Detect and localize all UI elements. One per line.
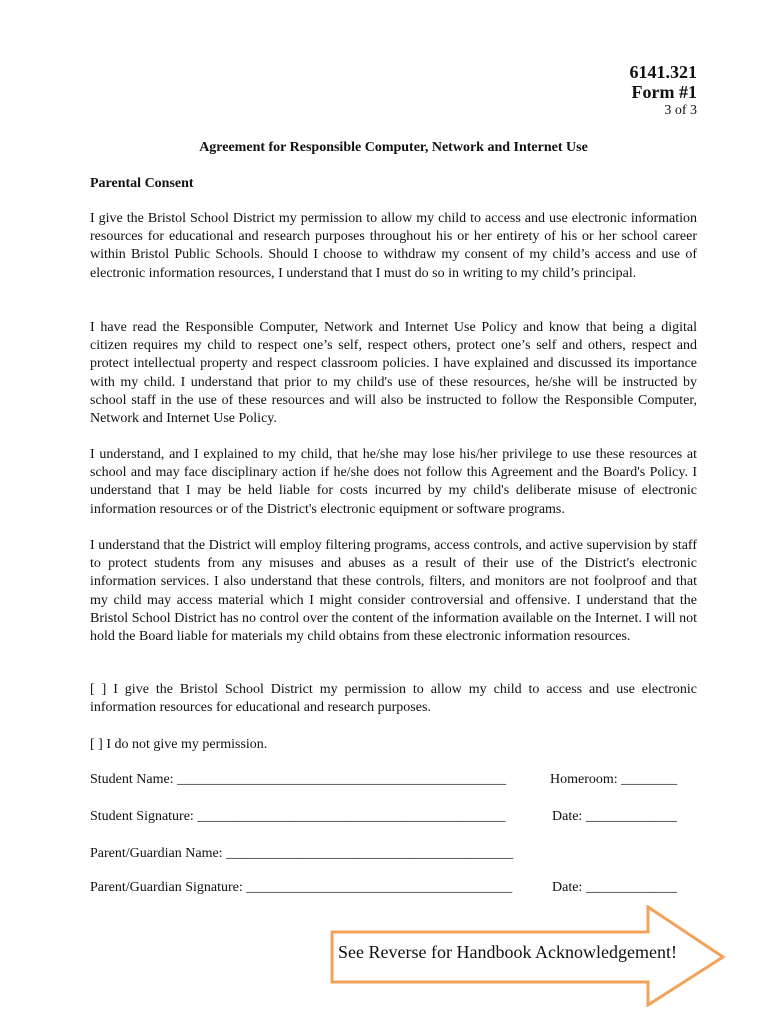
page-number: 3 of 3 xyxy=(664,103,697,118)
guardian-name-field[interactable]: Parent/Guardian Name: _________________________________________ xyxy=(90,846,514,861)
policy-code: 6141.321 xyxy=(629,62,697,82)
policy-paragraph: I have read the Responsible Computer, Network and Internet Use Policy and know that being a digital citizen requires my child to respect one’s self, respect others, protect one’s self and others, respect and protect intellectual property and respect classroom policies. I have explained and discussed its importance with my child. I understand that prior to my child's use of these resources, he/she will be instructed by school staff in the use of these resources and will also be instructed to follow the Responsible Computer, Network and Internet Use Policy. xyxy=(90,320,697,427)
liability-paragraph: I understand, and I explained to my child, that he/she may lose his/her privilege to use these resources at school and may face disciplinary action if he/she does not follow this Agreement and the Board's Policy. I understand that I may be held liable for costs incurred by my child's deliberate misuse of electronic information resources or of the District's electronic equipment or software programs. xyxy=(90,447,697,517)
guardian-signature-field[interactable]: Parent/Guardian Signature: ______________________________________ xyxy=(90,880,513,895)
callout-text: See Reverse for Handbook Acknowledgement! xyxy=(338,942,677,962)
permission-choice-give[interactable]: [ ] I give the Bristol School District my permission to allow my child to access and use electronic information resources for educational and research purposes. xyxy=(90,682,697,716)
student-date-field[interactable]: Date: _____________ xyxy=(552,809,677,824)
handbook-callout xyxy=(330,905,727,1007)
form-number: Form #1 xyxy=(631,82,697,102)
student-name-field[interactable]: Student Name: _______________________________________________ xyxy=(90,772,507,787)
section-heading: Parental Consent xyxy=(90,176,194,191)
guardian-date-field[interactable]: Date: _____________ xyxy=(552,880,677,895)
filtering-paragraph: I understand that the District will employ filtering programs, access controls, and active supervision by staff to protect students from any misuses and abuses as a result of their use of the District's electronic information services. I also understand that these controls, filters, and monitors are not foolproof and that my child may access material which I might consider controversial and offensive. I understand that the Bristol School District has no control over the content of the information available on the Internet. I will not hold the Board liable for materials my child obtains from these electronic information resources. xyxy=(90,538,697,645)
student-signature-field[interactable]: Student Signature: ____________________________________________ xyxy=(90,809,506,824)
consent-paragraph: I give the Bristol School District my permission to allow my child to access and use electronic information resources for educational and research purposes throughout his or her entirety of his or her school career within Bristol Public Schools. Should I choose to withdraw my consent of my child’s access and use of electronic information resources, I understand that I must do so in writing to my child’s principal. xyxy=(90,211,697,281)
homeroom-field[interactable]: Homeroom: ________ xyxy=(550,772,678,787)
document-title: Agreement for Responsible Computer, Network and Internet Use xyxy=(199,140,588,155)
permission-choice-deny[interactable]: [ ] I do not give my permission. xyxy=(90,737,268,752)
